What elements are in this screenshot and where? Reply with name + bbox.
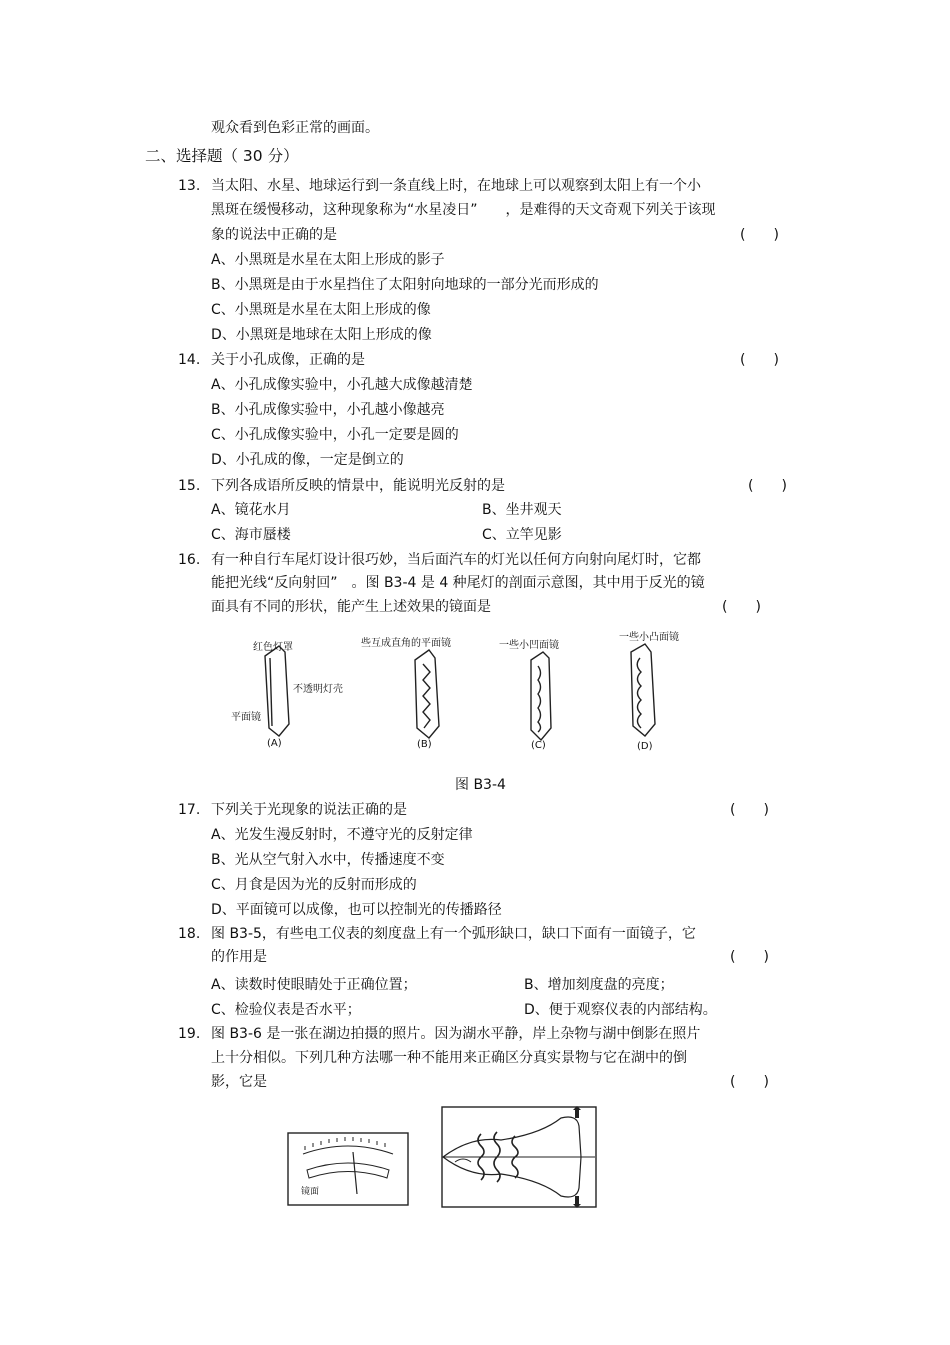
figure-b3-4-caption: 图 B3-4 bbox=[455, 777, 506, 793]
figure-b3-4 bbox=[225, 624, 715, 756]
boat-shape bbox=[455, 1159, 471, 1162]
q15-answer-blank: ( ) bbox=[748, 478, 787, 494]
q19-stem-line: 影，它是 bbox=[211, 1074, 267, 1090]
label-convex-mirrors: 一些小凸面镜 bbox=[619, 632, 679, 643]
q17-option-c: C、月食是因为光的反射而形成的 bbox=[211, 877, 417, 893]
q15-number: 15. bbox=[178, 478, 201, 494]
q15-option-a: A、镜花水月 bbox=[211, 502, 291, 518]
q13-option-a: A、小黑斑是水星在太阳上形成的影子 bbox=[211, 252, 445, 268]
section-title: 二、选择题（ 30 分） bbox=[145, 147, 299, 165]
q14-option-d: D、小孔成的像，一定是倒立的 bbox=[211, 452, 404, 468]
lamp-c-mirrors bbox=[538, 666, 541, 732]
lamp-a-shape bbox=[265, 646, 289, 736]
label-concave-mirrors: 一些小凹面镜 bbox=[499, 640, 559, 651]
q13-answer-blank: ( ) bbox=[740, 227, 779, 243]
label-opaque-shell: 不透明灯壳 bbox=[293, 684, 343, 695]
q19-stem-line: 图 B3-6 是一张在湖边拍摄的照片。因为湖水平静，岸上杂物与湖中倒影在照片 bbox=[211, 1026, 701, 1042]
q15-option-c: C、海市蜃楼 bbox=[211, 527, 291, 543]
q18-answer-blank: ( ) bbox=[730, 949, 769, 965]
q18-option-a: A、读数时使眼睛处于正确位置； bbox=[211, 977, 417, 993]
q14-answer-blank: ( ) bbox=[740, 352, 779, 368]
intro-tail-text: 观众看到色彩正常的画面。 bbox=[211, 120, 379, 136]
q18-stem-line: 图 B3-5，有些电工仪表的刻度盘上有一个弧形缺口，缺口下面有一面镜子，它 bbox=[211, 926, 696, 942]
mirror-arc bbox=[307, 1163, 389, 1178]
q13-option-c: C、小黑斑是水星在太阳上形成的像 bbox=[211, 302, 431, 318]
q14-option-a: A、小孔成像实验中，小孔越大成像越清楚 bbox=[211, 377, 473, 393]
q17-option-a: A、光发生漫反射时，不遵守光的反射定律 bbox=[211, 827, 473, 843]
figure-letter-a: (A) bbox=[267, 738, 282, 749]
q14-number: 14. bbox=[178, 352, 201, 368]
lamp-b-mirrors bbox=[423, 664, 430, 728]
label-plane-mirror: 平面镜 bbox=[231, 712, 261, 723]
q17-option-b: B、光从空气射入水中，传播速度不变 bbox=[211, 852, 445, 868]
q17-option-d: D、平面镜可以成像，也可以控制光的传播路径 bbox=[211, 902, 502, 918]
lamp-d-mirrors bbox=[637, 658, 641, 728]
label-right-angle-mirrors: 些互成直角的平面镜 bbox=[361, 638, 451, 649]
q16-answer-blank: ( ) bbox=[722, 599, 761, 615]
q13-stem-line: 黑斑在缓慢移动，这种现象称为“水星凌日” ，是难得的天文奇观下列关于该现 bbox=[211, 202, 716, 218]
q18-option-b: B、增加刻度盘的亮度； bbox=[524, 977, 674, 993]
q13-stem-line: 当太阳、水星、地球运行到一条直线上时，在地球上可以观察到太阳上有一个小 bbox=[211, 178, 701, 194]
figure-letter-c: (C) bbox=[531, 740, 546, 751]
q14-option-b: B、小孔成像实验中，小孔越小像越亮 bbox=[211, 402, 445, 418]
lamp-a-mirror bbox=[270, 658, 272, 726]
q15-stem: 下列各成语所反映的情景中，能说明光反射的是 bbox=[211, 478, 505, 494]
q18-number: 18. bbox=[178, 926, 201, 942]
q14-option-c: C、小孔成像实验中，小孔一定要是圆的 bbox=[211, 427, 459, 443]
figure-letter-d: (D) bbox=[637, 741, 653, 752]
q17-answer-blank: ( ) bbox=[730, 802, 769, 818]
q13-option-d: D、小黑斑是地球在太阳上形成的像 bbox=[211, 327, 432, 343]
q15-option-b: B、坐井观天 bbox=[482, 502, 562, 518]
q14-stem: 关于小孔成像，正确的是 bbox=[211, 352, 365, 368]
q17-stem: 下列关于光现象的说法正确的是 bbox=[211, 802, 407, 818]
figure-b3-6-lake-photo bbox=[441, 1106, 597, 1208]
q16-stem-line: 有一种自行车尾灯设计很巧妙，当后面汽车的灯光以任何方向射向尾灯时，它都 bbox=[211, 552, 701, 568]
meter-needle bbox=[353, 1152, 357, 1194]
q18-option-d: D、便于观察仪表的内部结构。 bbox=[524, 1002, 717, 1018]
figure-letter-b: (B) bbox=[417, 739, 432, 750]
q18-option-c: C、检验仪表是否水平； bbox=[211, 1002, 361, 1018]
q19-stem-line: 上十分相似。下列几种方法哪一种不能用来正确区分真实景物与它在湖中的倒 bbox=[211, 1050, 687, 1066]
figure-b3-5-meter bbox=[287, 1132, 409, 1206]
q18-stem-line: 的作用是 bbox=[211, 949, 267, 965]
q17-number: 17. bbox=[178, 802, 201, 818]
mirror-label: 镜面 bbox=[301, 1187, 320, 1197]
q16-stem-line: 面具有不同的形状，能产生上述效果的镜面是 bbox=[211, 599, 491, 615]
q19-answer-blank: ( ) bbox=[730, 1074, 769, 1090]
q13-stem-line: 象的说法中正确的是 bbox=[211, 227, 337, 243]
meter-scale bbox=[303, 1137, 393, 1194]
q16-number: 16. bbox=[178, 552, 201, 568]
q15-option-d: C、立竿见影 bbox=[482, 527, 562, 543]
lamp-d-shape bbox=[631, 644, 655, 736]
q13-option-b: B、小黑斑是由于水星挡住了太阳射向地球的一部分光而形成的 bbox=[211, 277, 599, 293]
q16-stem-line: 能把光线“反向射回” 。图 B3-4 是 4 种尾灯的剖面示意图，其中用于反光的镜 bbox=[211, 575, 705, 591]
label-red-cover: 红色灯罩 bbox=[253, 642, 293, 653]
q19-number: 19. bbox=[178, 1026, 201, 1042]
q13-number: 13. bbox=[178, 178, 201, 194]
